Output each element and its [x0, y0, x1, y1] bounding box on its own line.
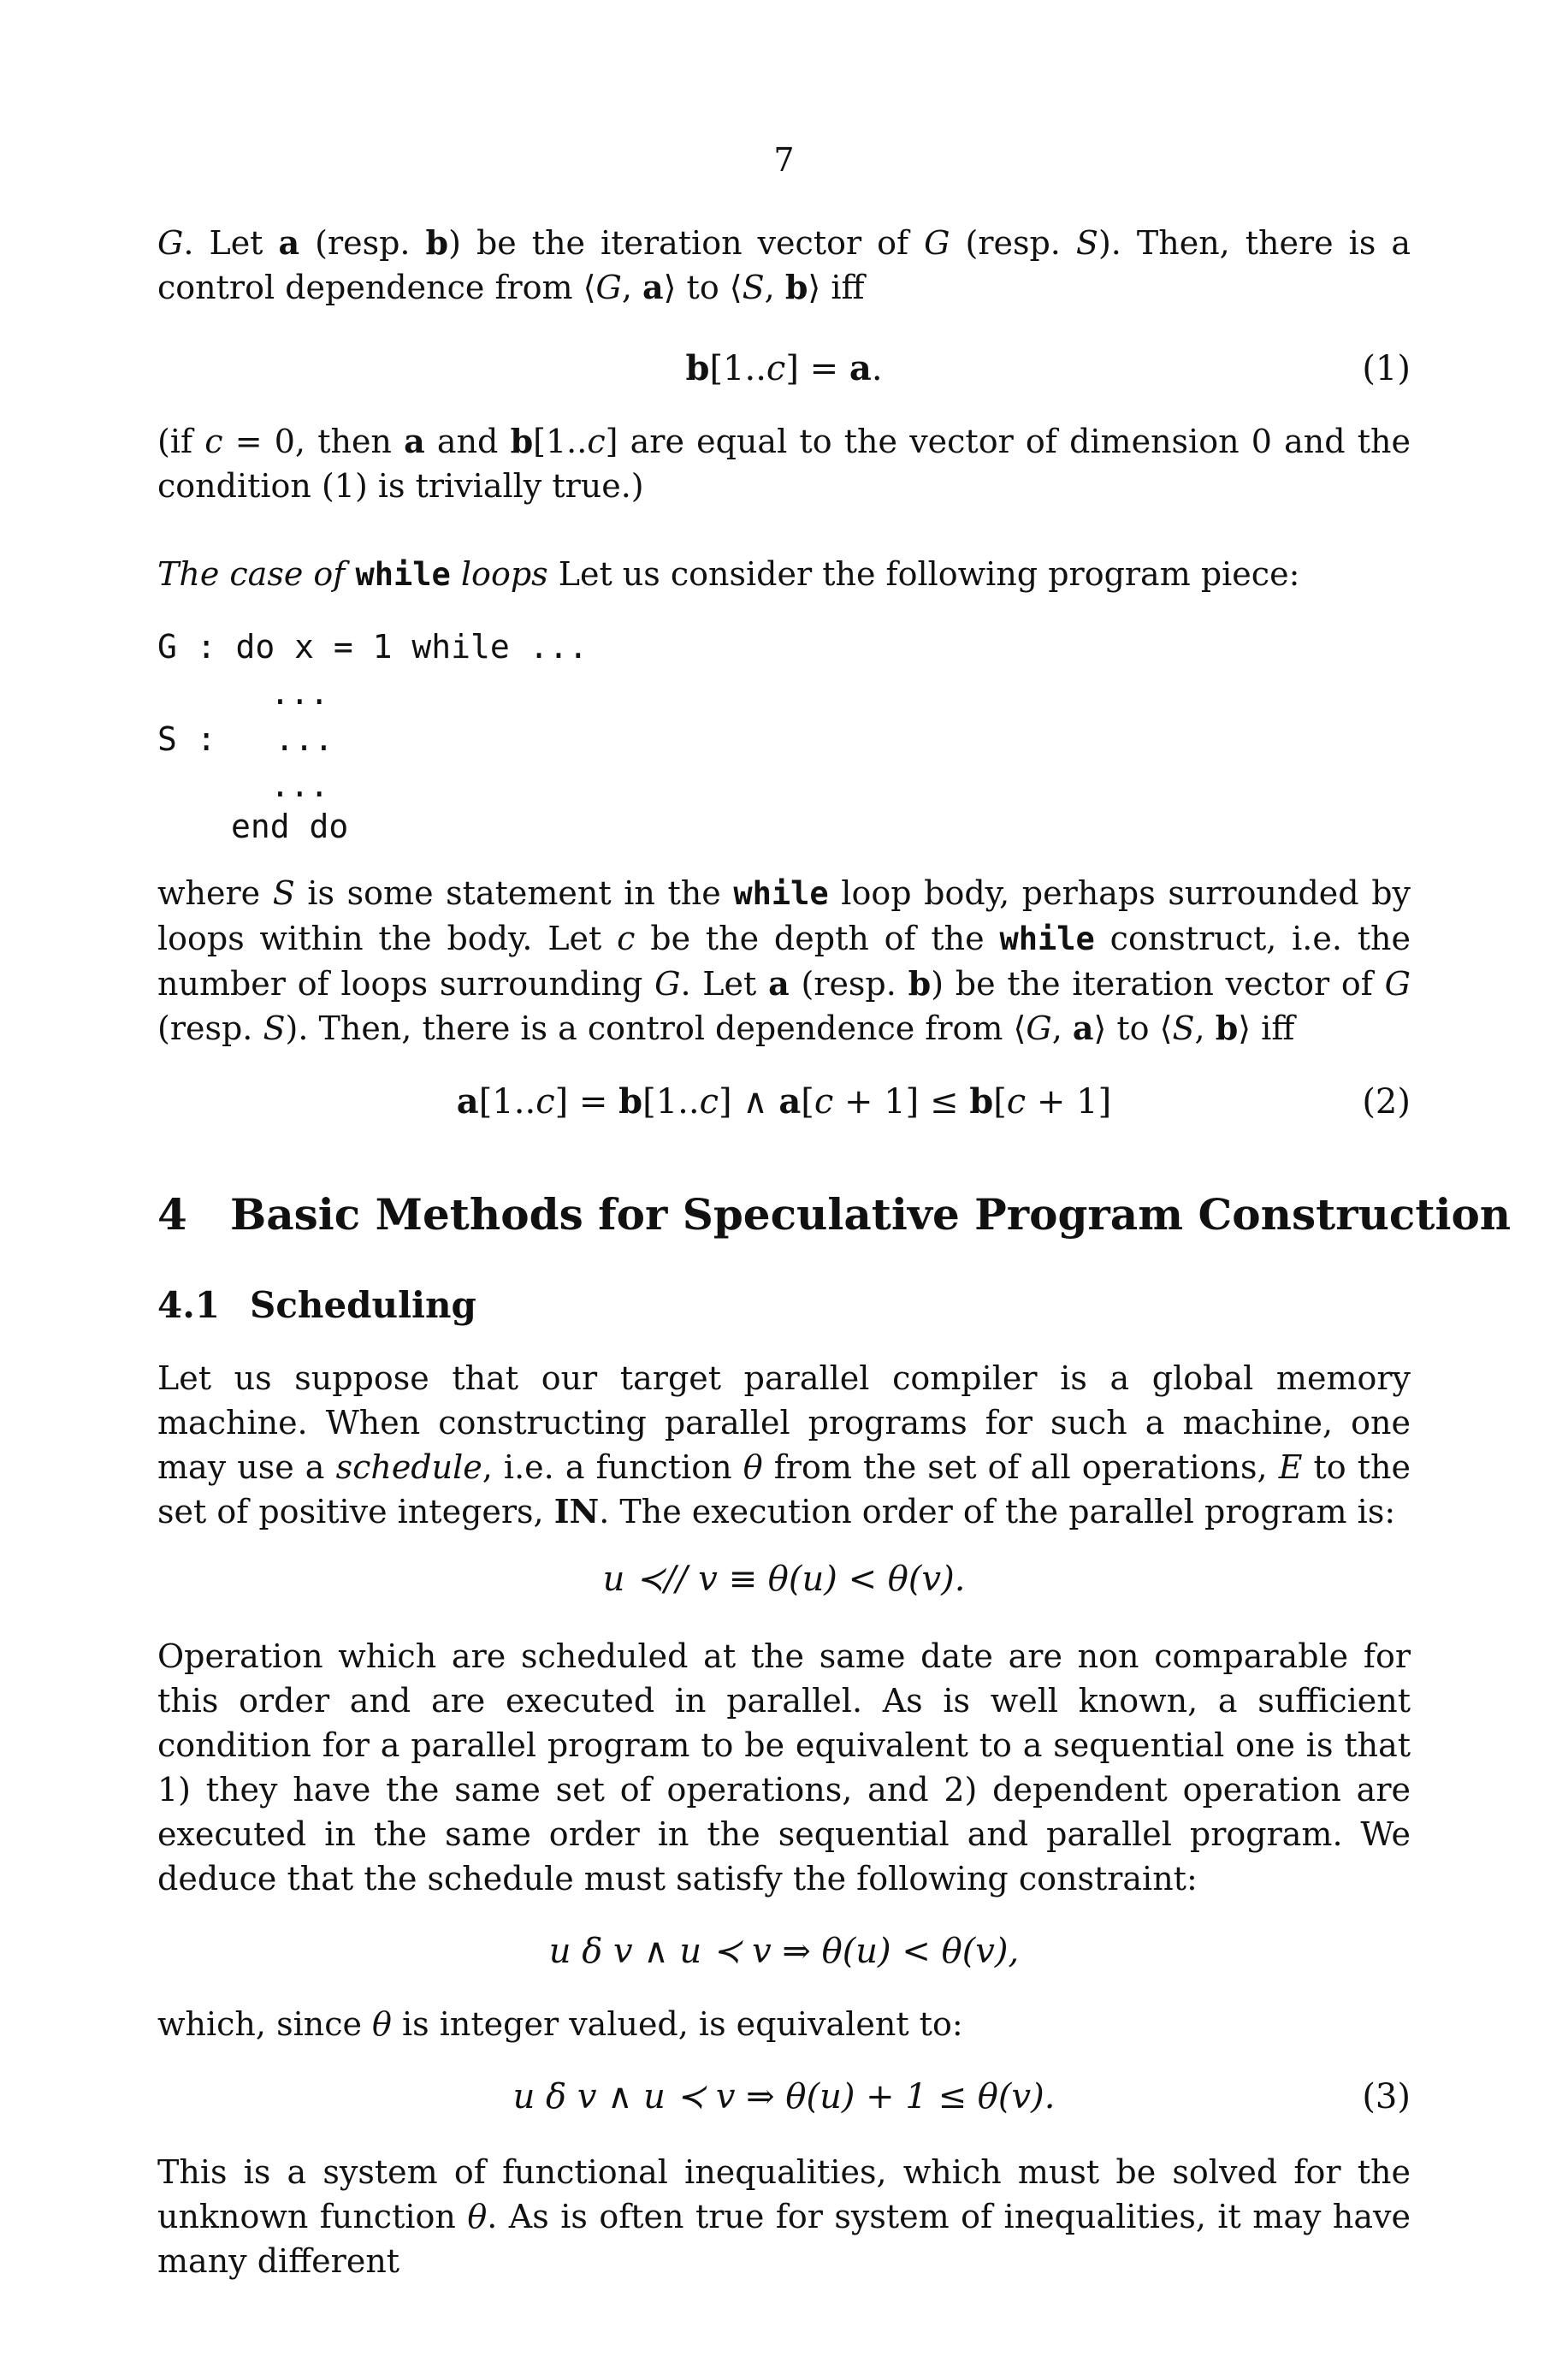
paragraph-integer-valued: which, since θ is integer valued, is equivalent to: — [157, 2005, 963, 2043]
paragraph-functional-inequalities: This is a system of functional inequalities, which must be solved for the unknown function θ. As is often true for system of inequalities, it may have many different — [157, 2153, 1411, 2280]
code-line-2: ... — [270, 674, 329, 712]
equation-number: (3) — [1362, 2077, 1411, 2116]
code-line-1: G : do x = 1 while ... — [157, 628, 589, 666]
paragraph-parallel-equivalence: Operation which are scheduled at the same date are non comparable for this order and are executed in parallel. As is well known, a sufficient condition for a parallel program to be equivalent to a sequential one is that 1) they have the same set of operations, and 2) dependent operation are executed in the same order in the sequential and parallel program. We deduce that the schedule must satisfy the following constraint: — [157, 1637, 1411, 1897]
document-page: 7 G. Let a (resp. b) be the iteration vector of G (resp. S). Then, there is a control dependence from ⟨G, a⟩ to ⟨S, b⟩ iff b[1..c] = a. (1) (if c = 0, then a and b[1..c] are equal to the vector of dimension 0 and the condition (1) is trivially true.) The case of while loops Let us consider the following program piece: G : do x = 1 while ... ... S : ... ... end do where S is some statement in the while loop body, perhaps surrounded by loops within the body. Let c be the depth of the while construct, i.e. the number of loops surrounding G. Let a (resp. b) be the iteration vector of G (resp. S). Then, there is a control dependence from ⟨G, a⟩ to ⟨S, b⟩ iff a[1..c] = b[1..c] ∧ a[c + 1] ≤ b[c + 1] (2) 4 Basic Methods for Speculative Program Construction 4.1 Scheduling Let us suppose that our target parallel compiler is a global memory machine. When constructing parallel programs for such a machine, one may use a schedule, i.e. a function θ from the set of all operations, E to the set of positive integers, IN. The execution order of the parallel program is: u ≺// v ≡ θ(u) < θ(v). Operation which are scheduled at the same date are non comparable for this order and are executed in parallel. As is well known, a sufficient condition for a parallel program to be equivalent to a sequential one is that 1) they have the same set of operations, and 2) dependent operation are executed in the same order in the sequential and parallel program. We deduce that the schedule must satisfy the following constraint: u δ v ∧ u ≺ v ⇒ θ(u) < θ(v), which, since θ is integer valued, is equivalent to: u δ v ∧ u ≺ v ⇒ θ(u) + 1 ≤ θ(v). (3) This is a system of functional inequalities, which must be solved for the unknown function θ. As is often true for system of inequalities, it may have many different — [0, 0, 1568, 2374]
paragraph-schedule: Let us suppose that our target parallel compiler is a global memory machine. When constructing parallel programs for such a machine, one may use a schedule, i.e. a function θ from the set of all operations, E to the set of positive integers, IN. The execution order of the parallel program is: — [157, 1359, 1411, 1530]
equation-number: (2) — [1362, 1082, 1411, 1122]
code-line-3: S : ... — [157, 720, 334, 758]
paragraph-while-dependence: where S is some statement in the while loop body, perhaps surrounded by loops within the body. Let c be the depth of the while construct, i.e. the number of loops surrounding G. Let a (resp. b) be the iteration vector of G (resp. S). Then, there is a control dependence from ⟨G, a⟩ to ⟨S, b⟩ iff — [157, 874, 1411, 1047]
paragraph-control-dependence: G. Let a (resp. b) be the iteration vector of G (resp. S). Then, there is a control dependence from ⟨G, a⟩ to ⟨S, b⟩ iff — [157, 223, 1411, 306]
page-number: 7 — [773, 141, 795, 179]
subsection-heading-4-1: 4.1 Scheduling — [157, 1284, 476, 1326]
code-line-5: end do — [231, 808, 349, 845]
code-line-4: ... — [270, 767, 329, 804]
section-heading-4: 4 Basic Methods for Speculative Program Construction — [157, 1189, 1512, 1240]
paragraph-while-loops: The case of while loops Let us consider the following program piece: — [157, 555, 1300, 593]
equation-number: (1) — [1362, 349, 1411, 388]
paragraph-condition-note: (if c = 0, then a and b[1..c] are equal to the vector of dimension 0 and the condition (1) is trivially true.) — [157, 422, 1411, 505]
